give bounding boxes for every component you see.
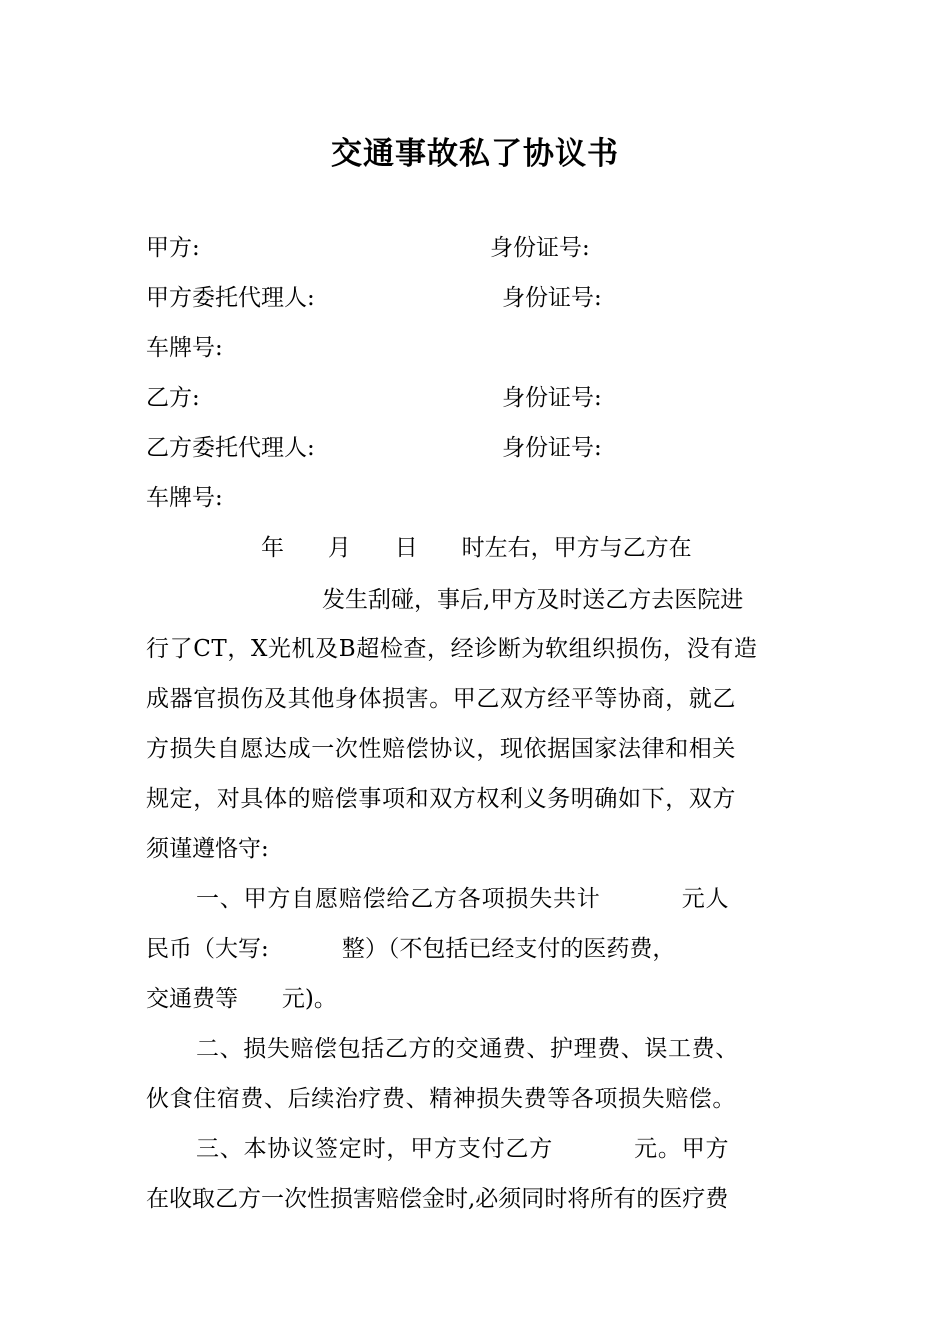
party-b-label: 乙方: (146, 385, 200, 411)
clause-3-line: 三、本协议签定时，甲方支付乙方 元。甲方 (196, 1136, 730, 1162)
intro-line: 方损失自愿达成一次性赔偿协议，现依据国家法律和相关 (146, 736, 736, 762)
clause-2-line: 二、损失赔偿包括乙方的交通费、护理费、误工费、 (196, 1036, 739, 1062)
clause-1-line: 民币（大写: 整）（不包括已经支付的医药费， (146, 936, 676, 962)
plate-b-label: 车牌号: (146, 485, 223, 511)
intro-line: 规定，对具体的赔偿事项和双方权利义务明确如下，双方 (146, 786, 736, 812)
party-a-label: 甲方: (146, 235, 200, 261)
party-a-agent-label: 甲方委托代理人: (146, 285, 315, 311)
clause-2-line: 伙食住宿费、后续治疗费、精神损失费等各项损失赔偿。 (146, 1086, 736, 1112)
intro-line: 年 月 日 时左右，甲方与乙方在 (261, 535, 692, 561)
party-b-agent-id-label: 身份证号: (502, 435, 602, 461)
party-a-id-label: 身份证号: (490, 235, 590, 261)
clause-3-line: 在收取乙方一次性损害赔偿金时,必须同时将所有的医疗费 (146, 1186, 729, 1212)
clause-1-line: 交通费等 元)。 (146, 986, 337, 1012)
intro-line: 行了CT，X光机及B超检查，经诊断为软组织损伤，没有造 (146, 636, 758, 662)
intro-line: 成器官损伤及其他身体损害。甲乙双方经平等协商，就乙 (146, 686, 736, 712)
plate-a-label: 车牌号: (146, 335, 223, 361)
party-b-id-label: 身份证号: (502, 385, 602, 411)
intro-line: 须谨遵恪守: (146, 836, 269, 862)
clause-1-line: 一、甲方自愿赔偿给乙方各项损失共计 元人 (196, 886, 730, 912)
document-title: 交通事故私了协议书 (331, 136, 619, 172)
intro-line: 发生刮碰，事后,甲方及时送乙方去医院进 (322, 587, 744, 613)
party-b-agent-label: 乙方委托代理人: (146, 435, 315, 461)
party-a-agent-id-label: 身份证号: (502, 285, 602, 311)
